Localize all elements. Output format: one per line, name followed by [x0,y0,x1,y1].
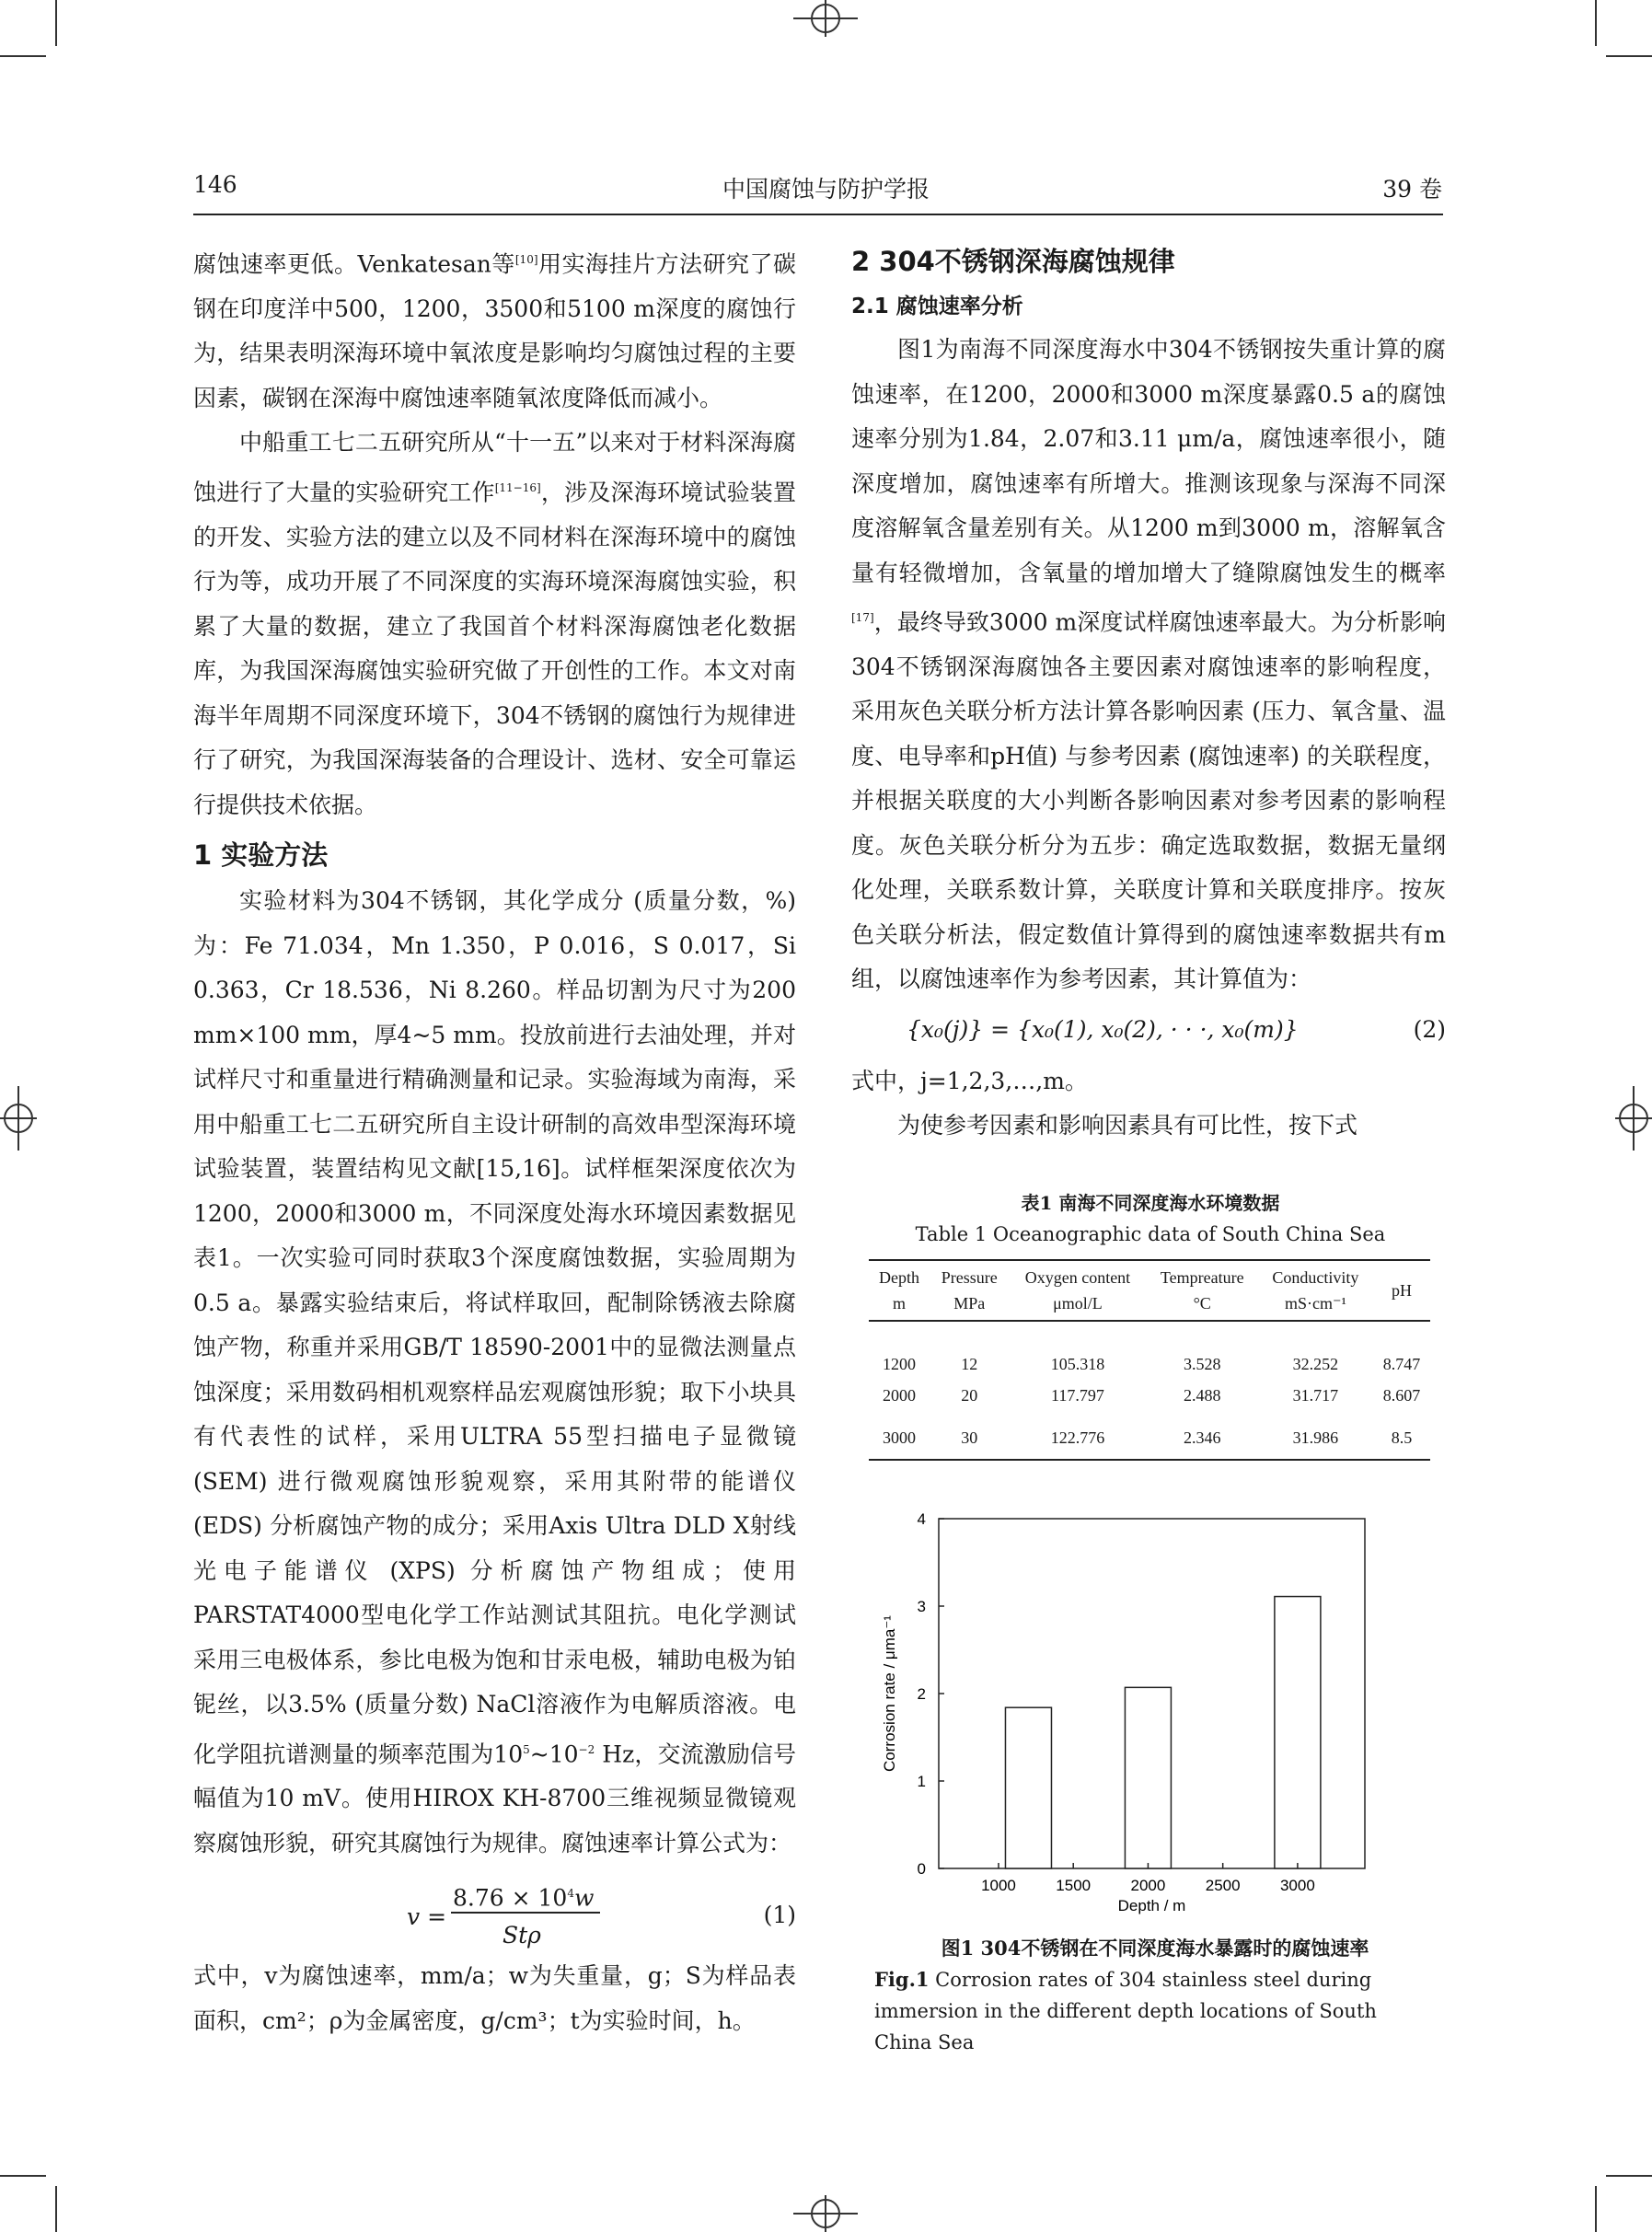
table-caption-en: Table 1 Oceanographic data of South China Sea [915,1223,1386,1245]
crop-mark [55,0,57,46]
bar [1005,1707,1051,1868]
table-row: 1200 12 105.318 3.528 32.252 8.747 [883,1355,1421,1373]
registration-mark [1615,1086,1652,1151]
crop-mark [0,55,46,57]
paragraph: 为使参考因素和影响因素具有可比性，按下式 [897,1112,1358,1139]
registration-mark [793,2195,858,2232]
journal-title: 中国腐蚀与防护学报 [722,176,930,202]
volume: 39 卷 [1382,176,1442,202]
corrosion-rate-chart [865,1500,1436,1924]
registration-mark [0,1086,37,1151]
section-heading: 2 304不锈钢深海腐蚀规律 [851,246,1175,277]
paragraph: 中船重工七二五研究所从“十一五”以来对于材料深海腐蚀进行了大量的实验研究工作[11−16]，涉及深海环境试验装置的开发、实验方法的建立以及不同材料在深海环境中的腐蚀行为等，成功开展了不同深度的实海环境深海腐蚀实验，积累了大量的数据，建立了我国首个材料深海腐蚀老化数据库，为我国深海腐蚀实验研究做了开创性的工作。本文对南海半年周期不同深度环境下，304不锈钢的腐蚀行为规律进行了研究，为我国深海装备的合理设计、选材、安全可靠运行提供技术依据。 [193,429,796,818]
table-1 [865,1187,1436,1461]
crop-mark [55,2186,57,2232]
header-rule [193,214,1443,215]
paragraph: 腐蚀速率更低。Venkatesan等[10]用实海挂片方法研究了碳钢在印度洋中500，1200，3500和5100 m深度的腐蚀行为，结果表明深海环境中氧浓度是影响均匀腐蚀过程的主要因素，碳钢在深海中腐蚀速率随氧浓度降低而减小。 [193,250,796,411]
x-tick-label: 3000 [1279,1877,1315,1894]
col-header: pH [1391,1281,1412,1300]
x-tick-label: 1000 [981,1877,1016,1894]
bar [1275,1597,1321,1868]
section-heading: 1 实验方法 [193,839,329,872]
crop-mark [0,2175,46,2177]
figure-caption [874,1933,1436,2058]
crop-mark [1606,55,1652,57]
table-row: 3000 30 122.776 2.346 31.986 8.5 [883,1428,1413,1447]
equation-2: {x₀(j)} = {x₀(1), x₀(2), · · ·, x₀(m)} (2) [907,1015,1446,1043]
y-axis-label: Corrosion rate / μma⁻¹ [881,1615,898,1772]
x-tick-label: 2500 [1205,1877,1241,1894]
left-column [193,237,796,2043]
y-tick-label: 0 [917,1860,926,1878]
crop-mark [1606,2175,1652,2177]
x-tick-label: 1500 [1056,1877,1092,1894]
x-axis-label: Depth / m [1117,1897,1186,1914]
x-tick-label: 2000 [1130,1877,1166,1894]
subsection-heading: 2.1 腐蚀速率分析 [851,295,1023,318]
equation-1: v = 8.76 × 10$^4$w Stρ (1) [407,1884,796,1949]
figure-caption-cn: 图1 304不锈钢在不同深度海水暴露时的腐蚀速率 [941,1937,1369,1960]
registration-mark [793,0,858,37]
bar [1125,1687,1171,1868]
table-row: 2000 20 117.797 2.488 31.717 8.607 [883,1385,1421,1405]
crop-mark [1595,0,1597,46]
table-caption-cn: 表1 南海不同深度海水环境数据 [1021,1192,1280,1214]
crop-mark [1595,2186,1597,2232]
right-column [851,237,1446,1149]
paragraph: 式中，v为腐蚀速率，mm/a；w为失重量，g；S为样品表面积，cm²；ρ为金属密度，g/cm³；t为实验时间，h。 [193,1962,796,2034]
figure-caption-en: Fig.1 Corrosion rates of 304 stainless steel during immersion in the different depth locations of South China Sea [874,1968,1377,2053]
paragraph: 实验材料为304不锈钢，其化学成分 (质量分数，%) 为：Fe 71.034，Mn 1.350，P 0.016，S 0.017，Si 0.363，Cr 18.536，Ni 8.260。样品切割为尺寸为200 mm×100 mm，厚4~5 mm。投放前进行去油处理，并对试样尺寸和重量进行精确测量和记录。实验海域为南海，采用中船重工七二五研究所自主设计研制的高效串型深海环境试验装置，装置结构见文献[15,16]。试样框架深度依次为1200，2000和3000 m，不同深度处海水环境因素数据见表1。一次实验可同时获取3个深度腐蚀数据，实验周期为0.5 a。暴露实验结束后，将试样取回，配制除锈液去除腐蚀产物，称重并采用GB/T 18590-2001中的显微法测量点蚀深度；采用数码相机观察样品宏观腐蚀形貌；取下小块具有代表性的试样，采用ULTRA 55型扫描电子显微镜 (SEM) 进行微观腐蚀形貌观察，采用其附带的能谱仪 (EDS) 分析腐蚀产物的成分；采用Axis Ultra DLD X射线光电子能谱仪 (XPS) 分析腐蚀产物组成；使用PARSTAT4000型电化学工作站测试其阻抗。电化学测试采用三电极体系，参比电极为饱和甘汞电极，辅助电极为铂铌丝，以3.5% (质量分数) NaCl溶液作为电解质溶液。电化学阻抗谱测量的频率范围为10$^5$~10$^{-2}$ Hz，交流激励信号幅值为10 mV。使用HIROX KH-8700三维视频显微镜观察腐蚀形貌，研究其腐蚀行为规律。腐蚀速率计算公式为： [193,887,796,1856]
col-header: Oxygen content μmol/L [1024,1268,1131,1313]
y-tick-label: 2 [917,1685,926,1703]
page-number: 146 [193,171,237,198]
y-tick-label: 1 [917,1773,926,1790]
col-header: Depth m [879,1268,920,1313]
col-header: Pressure MPa [941,1268,998,1313]
col-header: Conductivity mS·cm⁻¹ [1272,1268,1359,1313]
col-header: Tempreature °C [1160,1268,1244,1313]
paragraph: 图1为南海不同深度海水中304不锈钢按失重计算的腐蚀速率，在1200，2000和3000 m深度暴露0.5 a的腐蚀速率分别为1.84，2.07和3.11 μm/a，腐蚀速率很小，随深度增加，腐蚀速率有所增大。推测该现象与深海不同深度溶解氧含量差别有关。从1200 m到3000 m，溶解氧含量有轻微增加，含氧量的增加增大了缝隙腐蚀发生的概率[17]，最终导致3000 m深度试样腐蚀速率最大。为分析影响304不锈钢深海腐蚀各主要因素对腐蚀速率的影响程度，采用灰色关联分析方法计算各影响因素 (压力、氧含量、温度、电导率和pH值) 与参考因素 (腐蚀速率) 的关联程度，并根据关联度的大小判断各影响因素对参考因素的影响程度。灰色关联分析分为五步：确定选取数据，数据无量纲化处理，关联系数计算，关联度计算和关联度排序。按灰色关联分析法，假定数值计算得到的腐蚀速率数据共有m组，以腐蚀速率作为参考因素，其计算值为： [851,336,1446,993]
y-tick-label: 4 [917,1510,926,1528]
y-tick-label: 3 [917,1598,926,1615]
paragraph: 式中，j=1,2,3,…,m。 [851,1067,1088,1094]
data-table [869,1259,1430,1461]
